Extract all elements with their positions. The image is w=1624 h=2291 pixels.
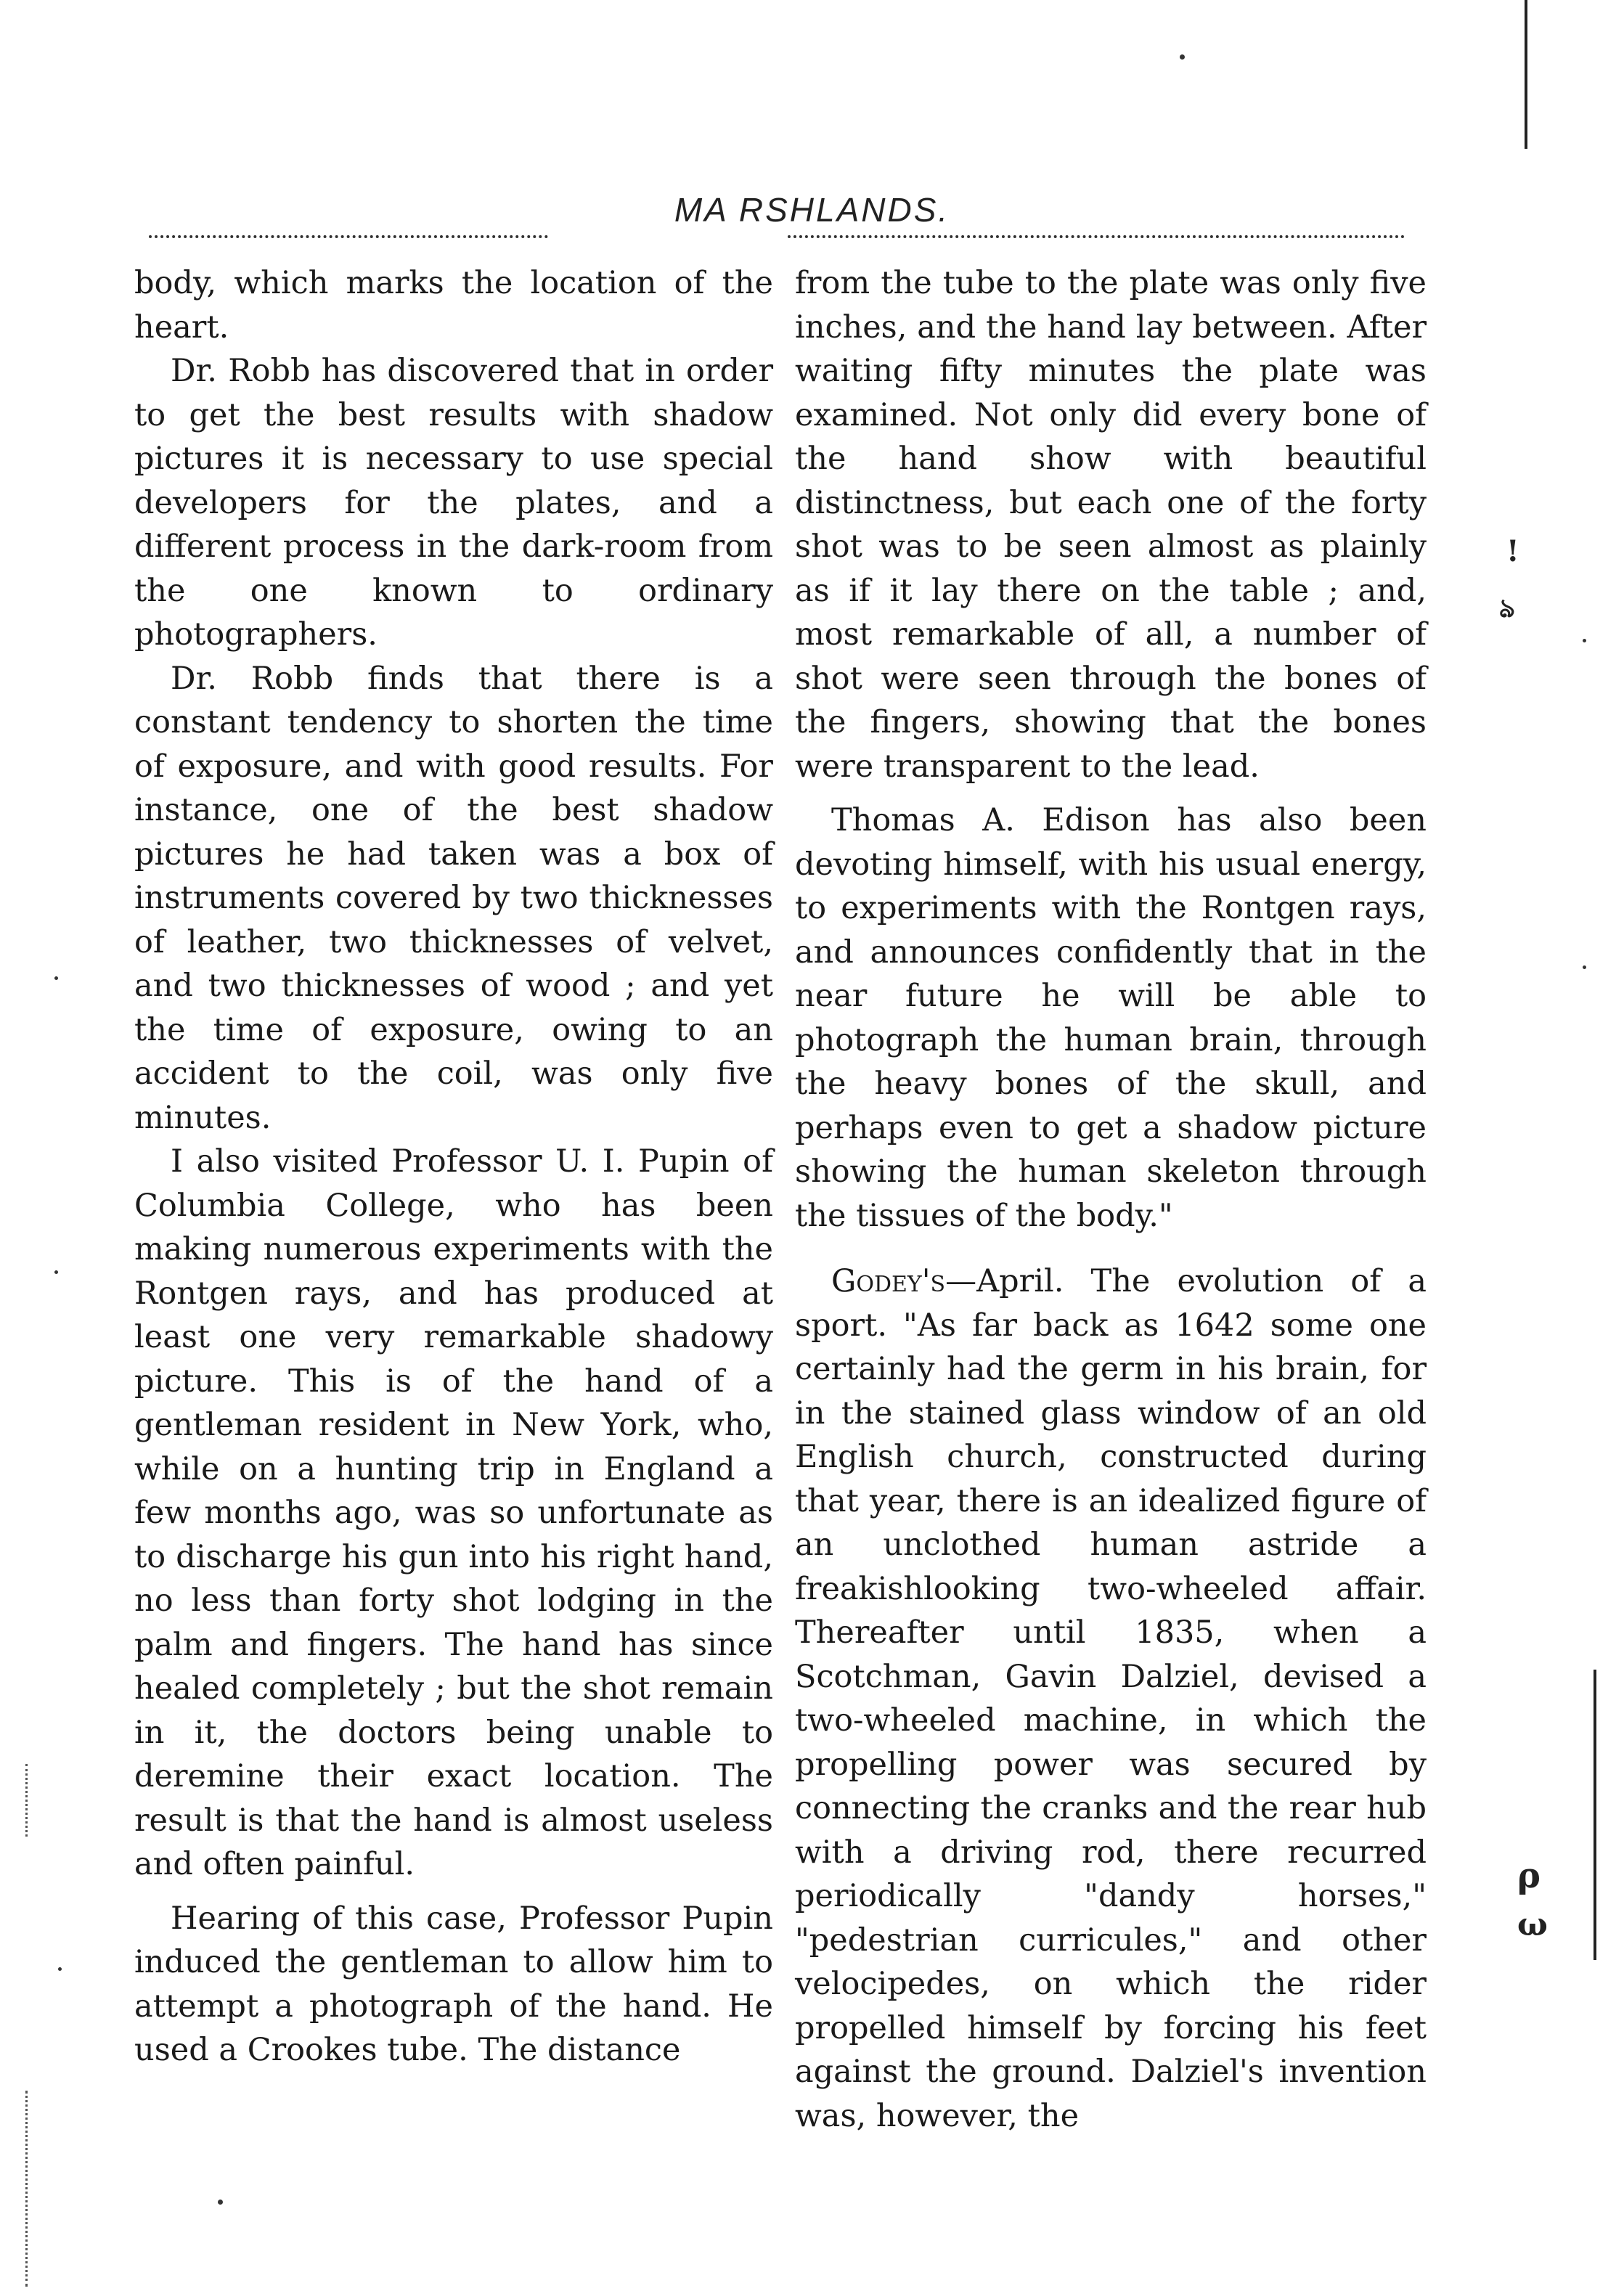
paragraph: Hearing of this case, Professor Pupin induced the gentleman to allow him to attempt a photograph of the hand. He used a Crookes tube. The distance (134, 1900, 773, 2068)
scan-edge-dots (25, 1764, 28, 1837)
scan-edge-dots (25, 2091, 28, 2287)
ink-blot: ω (1517, 1906, 1548, 1943)
paragraph: Thomas A. Edison has also been devoting himself, with his usual energy, to experiments with the Rontgen rays, and announces confidently that in the near future he will be able to photograph the human brain, through the heavy bones of the skull, and perhaps even to get a shadow picture showing the human skeleton through the tissues of the body." (795, 802, 1427, 1234)
paragraph-body: —April. The evolution of a sport. "As far back as 1642 some one certainly had the germ in his brain, for in the stained glass window of an old English church, constructed during that year, there is an idealized figure of an unclothed human astride a freakishlooking two-wheeled affair. Thereafter until 1835, when a Scotchman, Gavin Dalziel, devised a two-wheeled machine, in which the propelling power was secured by connecting the cranks and the rear hub with a driving rod, there recurred periodically "dandy horses," "pedestrian curricules," and other velocipedes, on which the rider propelled himself by forcing his feet against the ground. Dalziel's invention was, however, the (795, 1263, 1427, 2134)
scan-speck (54, 976, 58, 980)
header-rule-left (149, 235, 548, 238)
paragraph (795, 1259, 1427, 2138)
left-column (134, 261, 773, 2072)
scan-speck (1180, 54, 1185, 60)
ink-blot: ρ (1517, 1855, 1541, 1896)
scan-speck (1583, 639, 1586, 642)
running-title: MA RSHLANDS. (674, 191, 950, 229)
magazine-name: Godey's (831, 1263, 946, 1299)
paragraph: Dr. Robb has discovered that in order to get the best results with shadow pictures it is necessary to use special developers for the plates, and a different process in the dark-room from the one known to ordinary photographers. (134, 353, 773, 653)
header-rule-right (788, 235, 1405, 238)
right-column (795, 261, 1427, 2138)
paragraph: I also visited Professor U. I. Pupin of Columbia College, who has been making numerous experiments with the Rontgen rays, and has produced at least one very remarkable shadowy picture. This is of the hand of a gentleman resident in New York, who, while on a hunting trip in England a few months ago, was so unfortunate as to discharge his gun into his right hand, no less than forty shot lodging in the palm and fingers. The hand has since healed completely ; but the shot remain in it, the doctors being unable to deremine their exact location. The result is that the hand is almost useless and often painful. (134, 1143, 773, 1882)
scan-speck (1583, 965, 1586, 969)
ink-blot: ! (1506, 534, 1519, 568)
scan-speck (54, 1270, 58, 1274)
scan-speck (58, 1967, 62, 1971)
paragraph: body, which marks the location of the heart. (134, 265, 773, 346)
scan-speck (218, 2200, 223, 2205)
margin-line-top (1525, 0, 1527, 149)
margin-line-bottom (1594, 1670, 1596, 1960)
ink-blot: ঌ (1499, 593, 1515, 624)
paragraph: from the tube to the plate was only five inches, and the hand lay between. After waiting fifty minutes the plate was examined. Not only did every bone of the hand show with beautiful distinctness, but each one of the forty shot was to be seen almost as plainly as if it lay there on the table ; and, most remarkable of all, a number of shot were seen through the bones of the fingers, showing that the bones were transparent to the lead. (795, 265, 1427, 785)
paragraph: Dr. Robb finds that there is a constant tendency to shorten the time of exposure, and with good results. For instance, one of the best shadow pictures he had taken was a box of instruments covered by two thicknesses of leather, two thicknesses of velvet, and two thicknesses of wood ; and yet the time of exposure, owing to an accident to the coil, was only five minutes. (134, 660, 773, 1136)
